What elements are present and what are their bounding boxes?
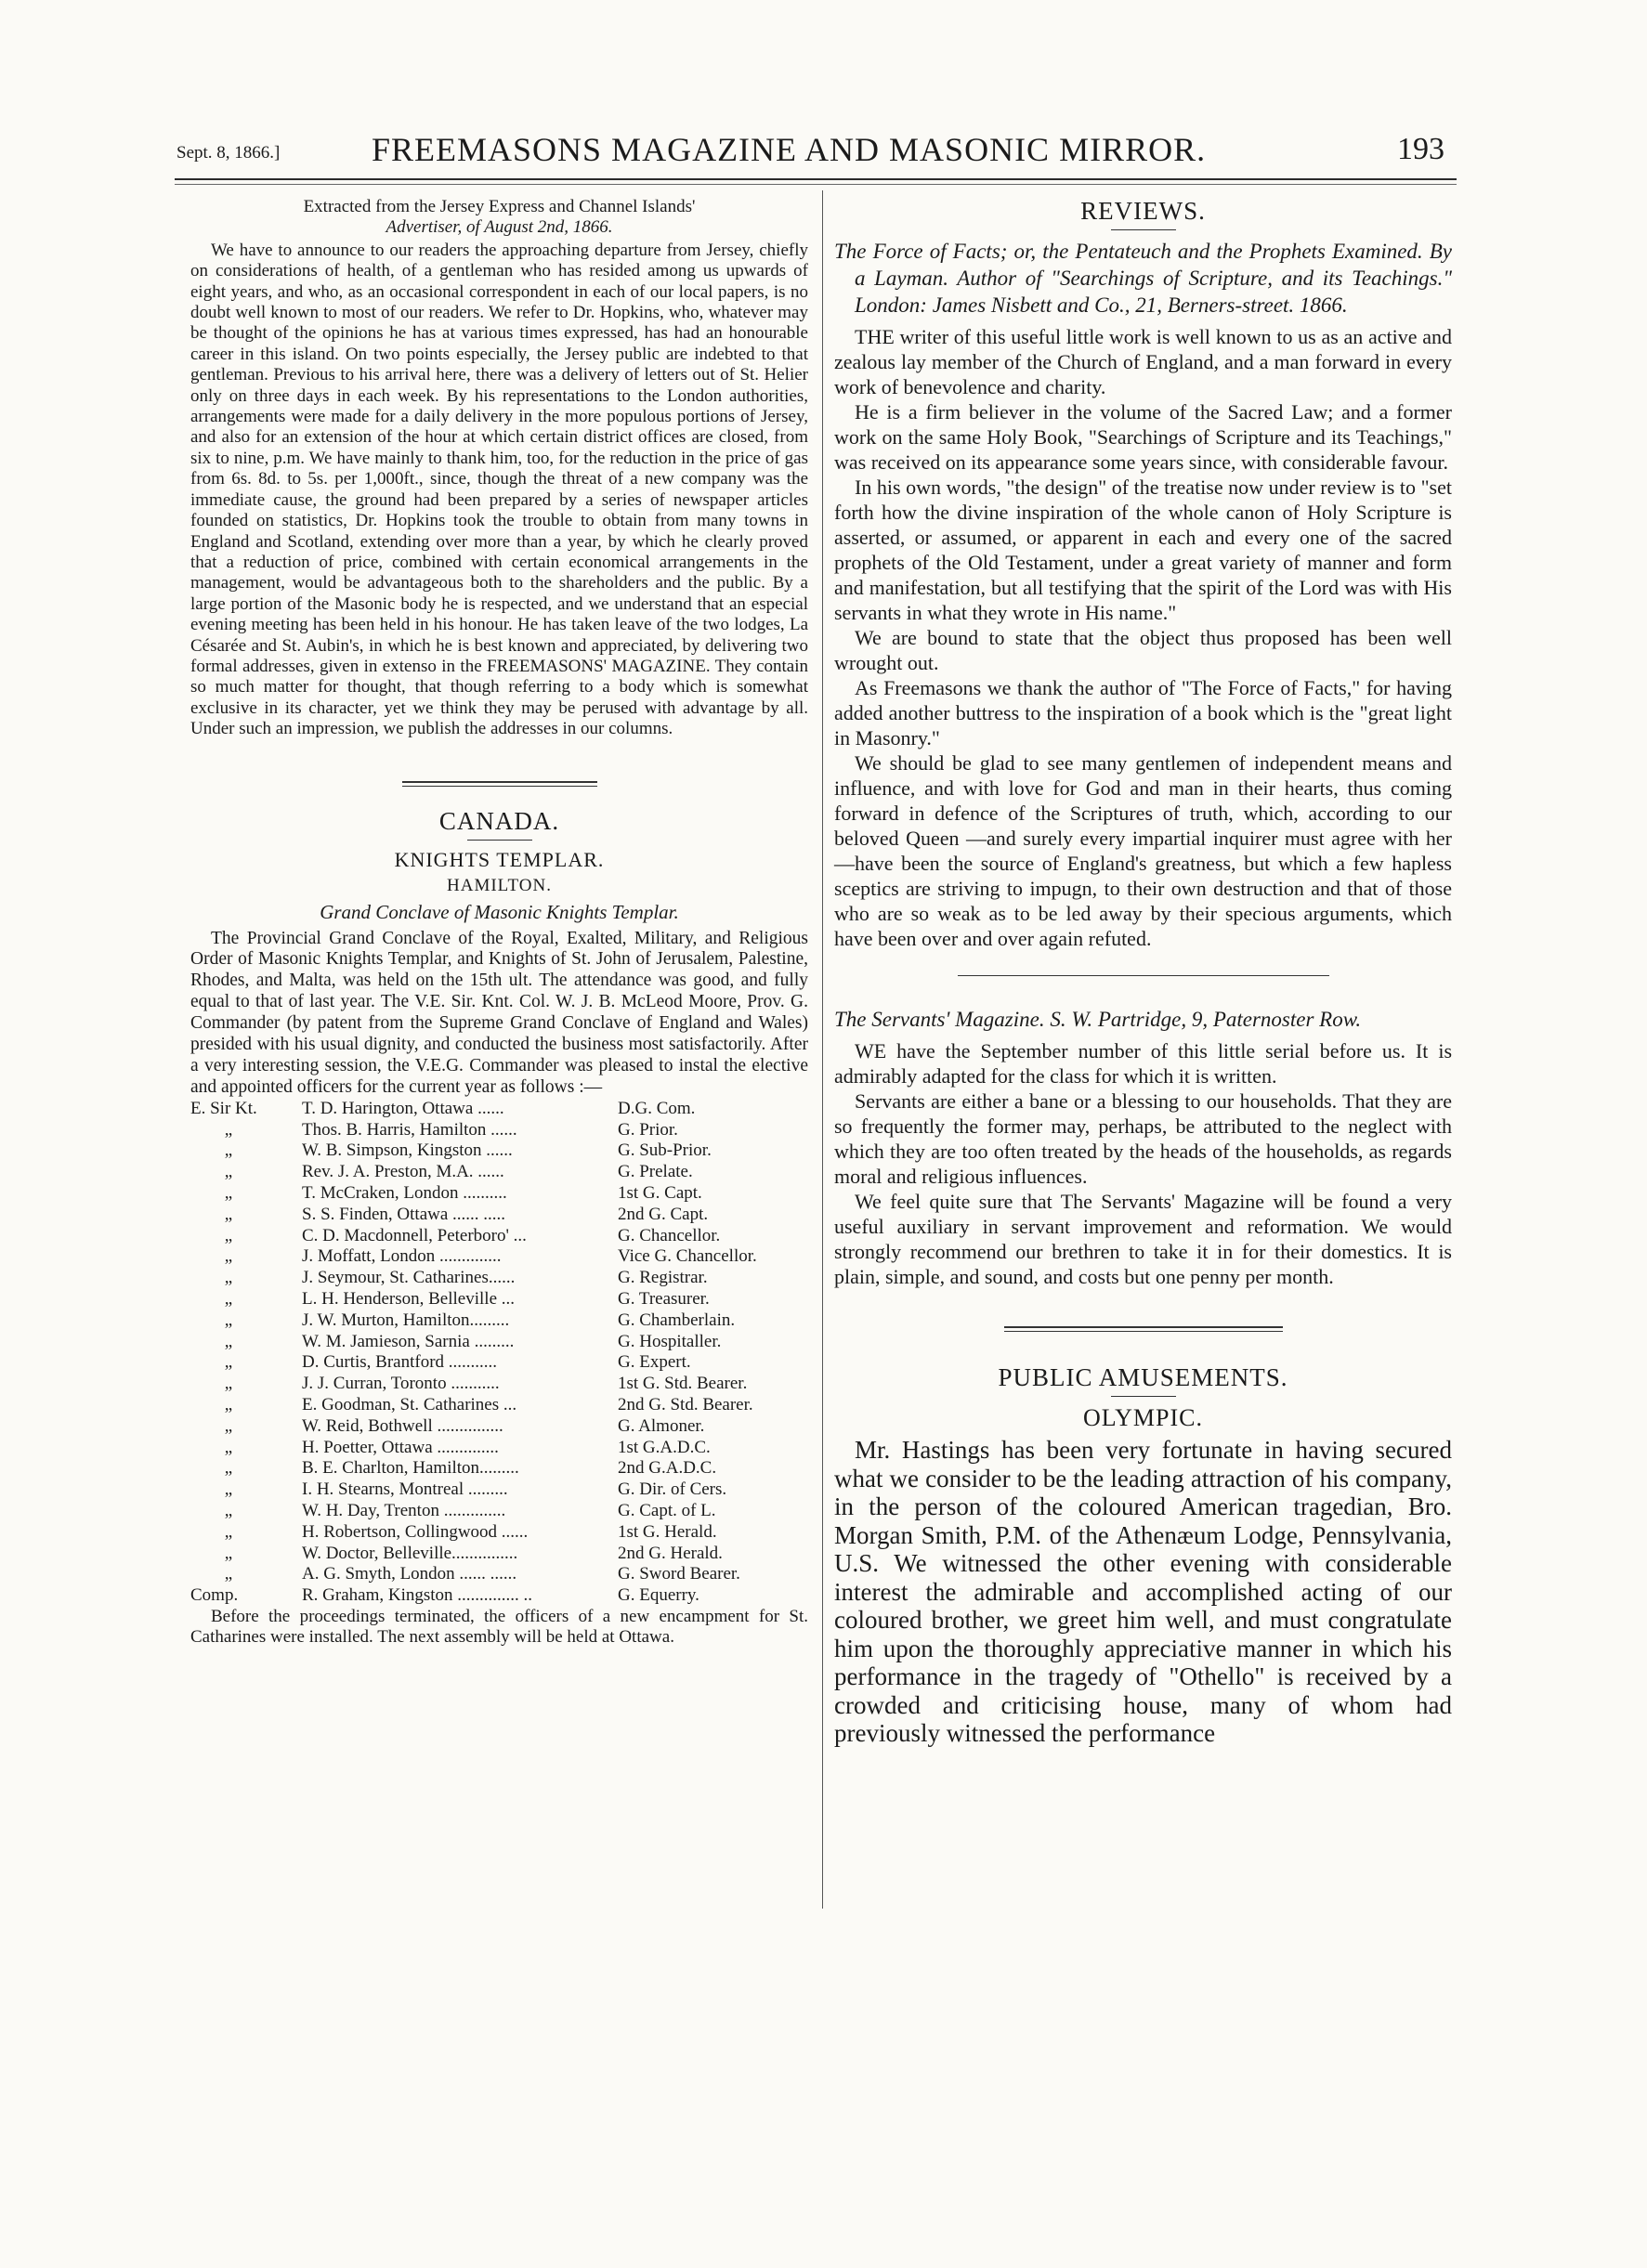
roster-row: [190, 1458, 808, 1479]
roster-row: [190, 1268, 808, 1289]
officer-office: G. Chamberlain.: [618, 1310, 736, 1330]
officer-name: W. Reid, Bothwell ...............: [302, 1415, 503, 1436]
officer-name: H. Robertson, Collingwood ......: [302, 1521, 529, 1542]
officer-name: J. Seymour, St. Catharines......: [302, 1268, 516, 1288]
officer-name: J. J. Curran, Toronto ...........: [302, 1374, 500, 1394]
officer-prefix: Comp.: [190, 1585, 239, 1606]
heading-rule: [467, 840, 532, 841]
officer-prefix: „: [224, 1543, 233, 1563]
officer-office: G. Expert.: [618, 1352, 691, 1373]
officer-prefix: „: [224, 1500, 233, 1520]
officer-office: G. Prelate.: [618, 1162, 693, 1182]
officer-name: W. Doctor, Belleville...............: [302, 1543, 518, 1563]
extract-attribution-line2: Advertiser, of August 2nd, 1866.: [386, 217, 613, 238]
roster-row: [190, 1395, 808, 1416]
officer-prefix: „: [224, 1479, 233, 1500]
page-number: 193: [1397, 132, 1444, 166]
officer-office: G. Dir. of Cers.: [618, 1479, 727, 1500]
reviews-heading: REVIEWS.: [1080, 197, 1206, 225]
officer-office: D.G. Com.: [618, 1098, 696, 1118]
jersey-article-body: We have to announce to our readers the approaching departure from Jersey, chiefly on considerations of health, of a gentleman who has resided among us upwards of eight years, and who, as an occasional correspondent in each of our local papers, is no doubt well known to most of our readers. We refer to Dr. Hopkins, who, whatever may be thought of the opinions he has at various times expressed, has had an honourable career in this island. On two points especially, the Jersey public are indebted to that gentleman. Previous to his arrival here, there was a delivery of letters out of St. Helier only on three days in each week. By his representations to the London authorities, arrangements were made for a daily delivery in the more populous portions of Jersey, and also for an extension of the hour at which certain district offices are closed, from six to nine, p.m. We have mainly to thank him, too, for the reduction in the price of gas from 6s. 8d. to 5s. per 1,000ft., since, though the threat of a new company was the immediate cause, the ground had been prepared by a series of newspaper articles founded on statistics, Dr. Hopkins took the trouble to obtain from many towns in England and Scotland, extending over more than a year, by which he clearly proved that a reduction of price, combined with certain economical arrangements in the management, would be advantageous both to the shareholders and the public. By a large portion of the Masonic body he is respected, and we understand that an especial evening meeting has been held in his honour. He has taken leave of the two lodges, La Césarée and St. Aubin's, in which he is best known and appreciated, by delivering two formal addresses, given in extenso in the FREEMASONS' MAGAZINE. They contain so much matter for thought, that though referring to a body which is somewhat exclusive in its character, yet we think they may be perused with advantage by all. Under such an impression, we publish the addresses in our columns.: [190, 240, 808, 739]
review-paragraph: As Freemasons we thank the author of "The Force of Facts," for having added another buttress to the inspiration of a book which is the "great light in Masonry.": [834, 676, 1452, 749]
review1-body: [834, 324, 1452, 951]
roster-row: [190, 1438, 808, 1459]
roster-row: [190, 1099, 808, 1120]
officer-prefix: „: [224, 1374, 233, 1394]
closing-paragraph: Before the proceedings terminated, the officers of a new encampment for St. Catharines were installed. The next assembly will be held at Ottawa.: [190, 1606, 808, 1648]
heading-rule: [1111, 229, 1176, 230]
conclave-body: The Provincial Grand Conclave of the Royal, Exalted, Military, and Religious Order of Masonic Knights Templar, and Knights of St. John of Jerusalem, Palestine, Rhodes, and Malta, was held on the 15th ult. The attendance was good, and fully equal to that of last year. The V.E. Sir. Knt. Col. W. J. B. McLeod Moore, Prov. G. Commander (by patent from the Supreme Grand Conclave of England and Wales) presided with his usual dignity, and conducted the business most satisfactorily. After a very interesting session, the V.E.G. Commander was pleased to instal the elective and appointed officers for the current year as follows :—: [190, 928, 808, 1097]
column-divider: [822, 190, 823, 1909]
officer-prefix: „: [224, 1183, 233, 1203]
roster-row: [190, 1141, 808, 1162]
officer-name: B. E. Charlton, Hamilton.........: [302, 1458, 519, 1479]
officers-roster: [190, 1099, 808, 1607]
section-separator: [834, 1326, 1452, 1332]
officer-name: H. Poetter, Ottawa ..............: [302, 1437, 499, 1457]
officer-prefix: „: [224, 1162, 233, 1182]
officer-prefix: „: [224, 1310, 233, 1330]
officer-prefix: „: [224, 1141, 233, 1161]
review-paragraph: THE writer of this useful little work is well known to us as an active and zealous lay member of the Church of England, and a man forward in every work of benevolence and charity.: [834, 325, 1452, 398]
officer-office: G. Almoner.: [618, 1415, 705, 1436]
issue-date: Sept. 8, 1866.]: [176, 143, 281, 163]
review1-citation: The Force of Facts; or, the Pentateuch and the Prophets Examined. By a Layman. Author of "Searchings of Scripture, and its Teachings." London: James Nisbett and Co., 21, Berners-street. 1866.: [834, 240, 1452, 317]
review-separator: [834, 975, 1452, 976]
officer-name: C. D. Macdonnell, Peterboro' ...: [302, 1225, 527, 1245]
review-paragraph: Servants are either a bane or a blessing to our households. That they are so frequently the former may, perhaps, be attributed to the neglect with which they are too often treated by the heads of the households, as regards moral and religious influences.: [834, 1089, 1452, 1188]
conclave-heading: Grand Conclave of Masonic Knights Templar.: [320, 900, 679, 923]
roster-row: [190, 1501, 808, 1522]
officer-office: G. Sword Bearer.: [618, 1564, 740, 1584]
officer-name: J. W. Murton, Hamilton.........: [302, 1310, 510, 1330]
officer-name: Rev. J. A. Preston, M.A. ......: [302, 1162, 504, 1182]
officer-office: 2nd G.A.D.C.: [618, 1458, 717, 1479]
officer-office: 2nd G. Herald.: [618, 1543, 723, 1563]
officer-prefix: „: [224, 1225, 233, 1245]
right-column: [834, 195, 1452, 1748]
officer-prefix: E. Sir Kt.: [190, 1098, 257, 1118]
officer-name: W. H. Day, Trenton ..............: [302, 1500, 506, 1520]
roster-row: [190, 1374, 808, 1395]
roster-row: [190, 1120, 808, 1141]
officer-office: G. Hospitaller.: [618, 1331, 722, 1351]
officer-prefix: „: [224, 1521, 233, 1542]
header-rule-thin: [175, 184, 1457, 185]
roster-row: [190, 1585, 808, 1607]
olympic-body: Mr. Hastings has been very fortunate in having secured what we consider to be the leading attraction of his company, in the person of the coloured American tragedian, Bro. Morgan Smith, P.M. of the Athenæum Lodge, Pennsylvania, U.S. We witnessed the other evening with considerable interest the admirable and accomplished acting of our coloured brother, we greet him well, and must congratulate him upon the thoroughly appreciative manner in which his performance in the tragedy of "Othello" is received by a crowded and criticising house, many of whom had previously witnessed the performance: [834, 1436, 1452, 1747]
roster-row: [190, 1246, 808, 1268]
heading-rule: [1111, 1396, 1176, 1397]
roster-row: [190, 1522, 808, 1544]
officer-name: A. G. Smyth, London ...... ......: [302, 1564, 517, 1584]
officer-name: T. D. Harington, Ottawa ......: [302, 1098, 504, 1118]
public-amusements-heading: PUBLIC AMUSEMENTS.: [998, 1363, 1288, 1391]
officer-prefix: „: [224, 1331, 233, 1351]
officer-office: G. Sub-Prior.: [618, 1141, 712, 1161]
officer-prefix: „: [224, 1246, 233, 1267]
officer-prefix: „: [224, 1204, 233, 1224]
officer-prefix: „: [224, 1437, 233, 1457]
officer-name: R. Graham, Kingston .............. ..: [302, 1585, 533, 1606]
review-paragraph: He is a firm believer in the volume of the Sacred Law; and a former work on the same Holy Book, "Searchings of Scripture and its Teachings," was received on its appearance some years since, with considerable favour.: [834, 400, 1452, 474]
officer-office: G. Registrar.: [618, 1268, 708, 1288]
officer-prefix: „: [224, 1394, 233, 1414]
officer-name: D. Curtis, Brantford ...........: [302, 1352, 498, 1373]
officer-name: I. H. Stearns, Montreal .........: [302, 1479, 508, 1500]
officer-name: J. Moffatt, London ..............: [302, 1246, 502, 1267]
officer-prefix: „: [224, 1119, 233, 1140]
left-column: [190, 195, 808, 1649]
officer-office: 1st G. Capt.: [618, 1183, 702, 1203]
officer-prefix: „: [224, 1415, 233, 1436]
extract-attribution-line1: Extracted from the Jersey Express and Channel Islands': [303, 197, 696, 216]
officer-office: Vice G. Chancellor.: [618, 1246, 757, 1267]
officer-name: W. M. Jamieson, Sarnia .........: [302, 1331, 515, 1351]
officer-name: S. S. Finden, Ottawa ...... .....: [302, 1204, 506, 1224]
roster-row: [190, 1310, 808, 1332]
roster-row: [190, 1352, 808, 1374]
page-header: [176, 130, 1454, 175]
officer-prefix: „: [224, 1268, 233, 1288]
officer-office: 2nd G. Capt.: [618, 1204, 709, 1224]
publication-title: FREEMASONS MAGAZINE AND MASONIC MIRROR.: [372, 131, 1207, 168]
knights-templar-heading: KNIGHTS TEMPLAR.: [394, 847, 605, 871]
officer-office: G. Treasurer.: [618, 1288, 710, 1309]
officer-office: G. Capt. of L.: [618, 1500, 716, 1520]
officer-prefix: „: [224, 1352, 233, 1373]
officer-office: 1st G.A.D.C.: [618, 1437, 711, 1457]
roster-row: [190, 1544, 808, 1565]
officer-office: 1st G. Std. Bearer.: [618, 1374, 748, 1394]
roster-row: [190, 1564, 808, 1585]
officer-name: T. McCraken, London ..........: [302, 1183, 507, 1203]
officer-name: W. B. Simpson, Kingston ......: [302, 1141, 513, 1161]
officer-office: G. Chancellor.: [618, 1225, 721, 1245]
review-paragraph: In his own words, "the design" of the treatise now under review is to "set forth how the divine inspiration of the whole canon of Holy Scripture is asserted, or assumed, or apparent in each and every one of the sacred prophets of the Old Testament, under a great variety of manner and form and manifestation, but all testifying that the spirit of the Lord was with His servants in what they wrote in His name.": [834, 476, 1452, 624]
roster-row: [190, 1416, 808, 1438]
officer-name: L. H. Henderson, Belleville ...: [302, 1288, 516, 1309]
officer-office: 1st G. Herald.: [618, 1521, 717, 1542]
officer-office: 2nd G. Std. Bearer.: [618, 1394, 753, 1414]
roster-row: [190, 1479, 808, 1501]
olympic-heading: OLYMPIC.: [1083, 1404, 1203, 1431]
officer-office: G. Equerry.: [618, 1585, 699, 1606]
officer-office: G. Prior.: [618, 1119, 678, 1140]
hamilton-subheading: HAMILTON.: [447, 875, 552, 895]
review2-body: [834, 1038, 1452, 1289]
canada-heading: CANADA.: [438, 806, 560, 835]
review-paragraph: We should be glad to see many gentlemen of independent means and influence, and with love for God and man in their hearts, thus coming forward in defence of the Scriptures of truth, which, according to our beloved Queen —and surely every impartial inquirer must agree with her—have been the source of England's greatness, but which a few hapless sceptics are striving to impugn, to their own destruction and that of those who are so weak as to be led away by their specious arguments, which have been over and over again refuted.: [834, 751, 1452, 950]
officer-name: Thos. B. Harris, Hamilton ......: [302, 1119, 517, 1140]
roster-row: [190, 1332, 808, 1353]
officer-prefix: „: [224, 1288, 233, 1309]
roster-row: [190, 1226, 808, 1247]
header-rule: [175, 178, 1457, 180]
review-paragraph: We are bound to state that the object thus proposed has been well wrought out.: [834, 626, 1452, 674]
roster-row: [190, 1162, 808, 1183]
roster-row: [190, 1289, 808, 1310]
officer-prefix: „: [224, 1564, 233, 1584]
officer-prefix: „: [224, 1458, 233, 1479]
review2-citation: The Servants' Magazine. S. W. Partridge, 9, Paternoster Row.: [834, 1008, 1362, 1031]
officer-name: E. Goodman, St. Catharines ...: [302, 1394, 517, 1414]
roster-row: [190, 1205, 808, 1226]
review-paragraph: WE have the September number of this little serial before us. It is admirably adapted for the class for which it is written.: [834, 1039, 1452, 1088]
roster-row: [190, 1183, 808, 1205]
section-separator: [190, 781, 808, 787]
review-paragraph: We feel quite sure that The Servants' Magazine will be found a very useful auxiliary in servant improvement and reformation. We would strongly recommend our brethren to take it in for their domestics. It is plain, simple, and sound, and costs but one penny per month.: [834, 1190, 1452, 1288]
